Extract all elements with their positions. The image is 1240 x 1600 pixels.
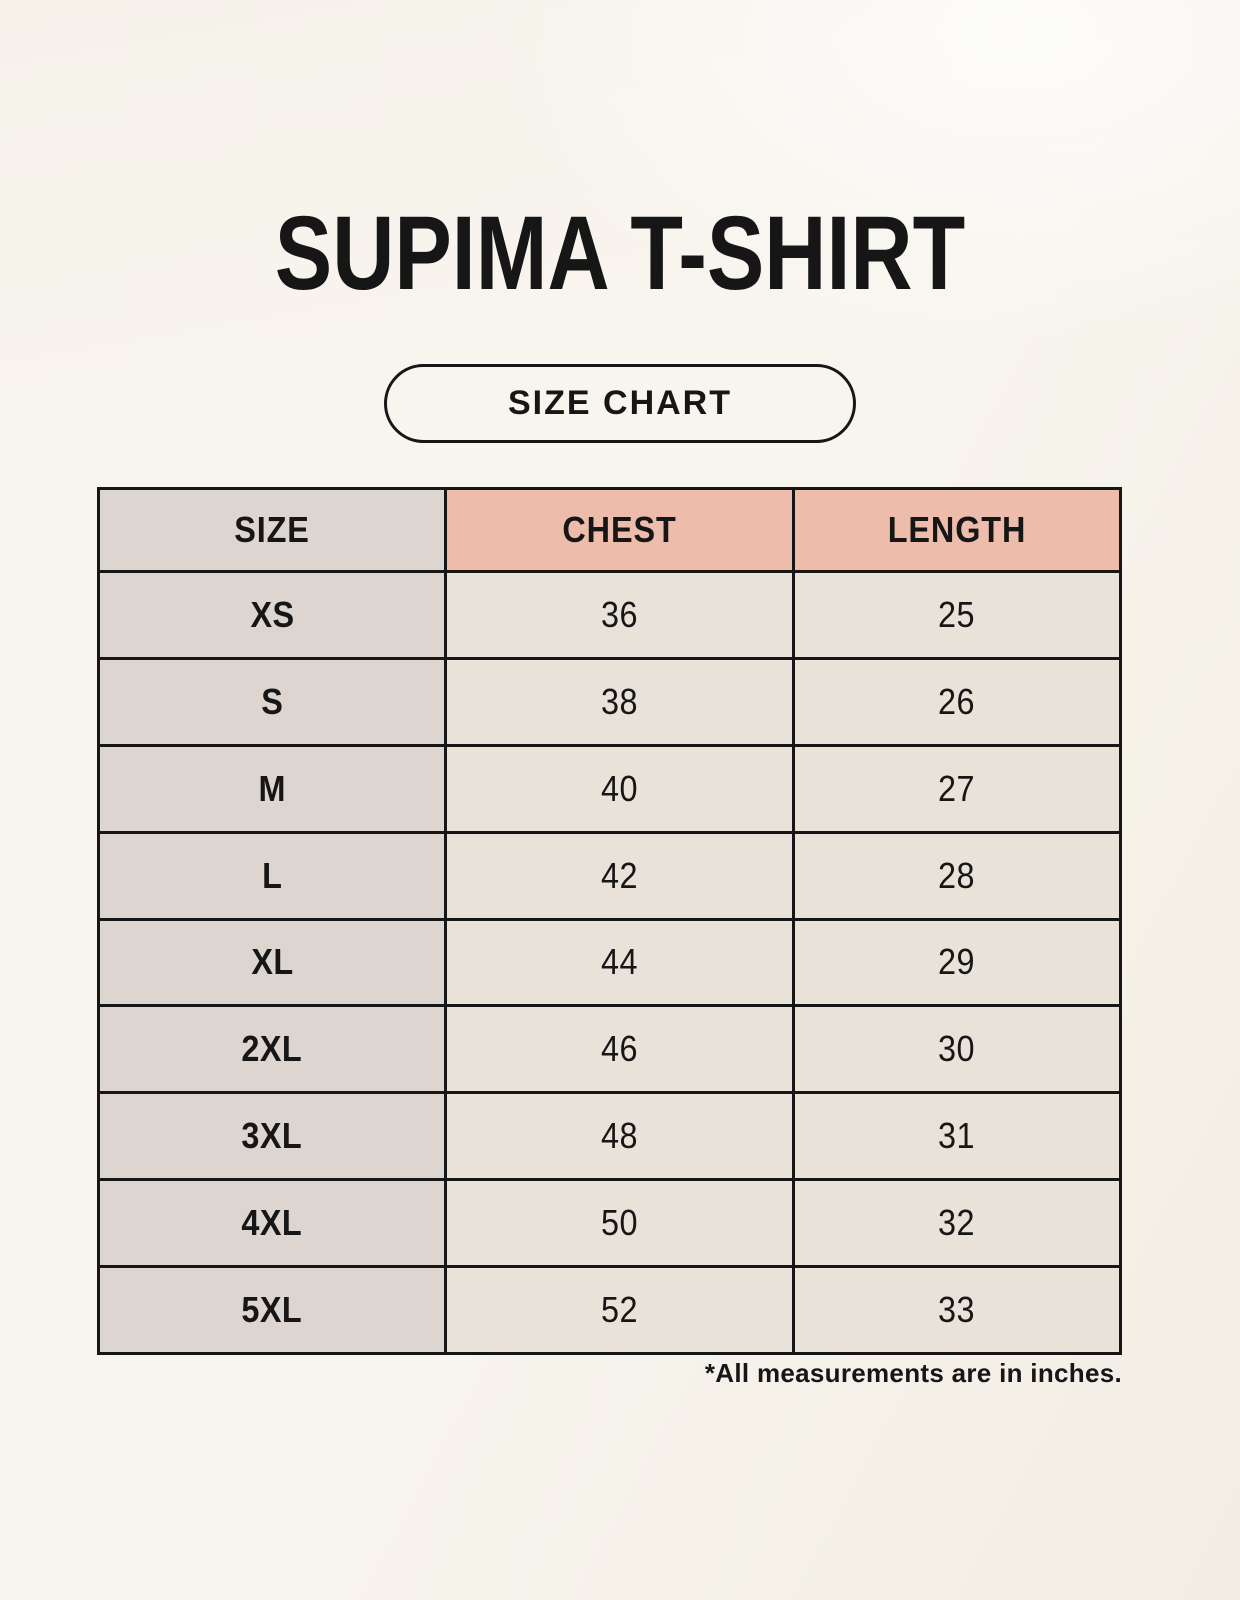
size-label-cell (99, 832, 446, 919)
table-row (99, 919, 1121, 1006)
table-row (99, 1180, 1121, 1267)
cell-text: 40 (601, 767, 639, 809)
length-value-cell (793, 1006, 1120, 1093)
cell-text: 25 (938, 593, 976, 635)
cell-text: 27 (938, 767, 976, 809)
cell-text: S (261, 680, 284, 722)
chest-value-cell (446, 658, 793, 745)
length-value-cell (793, 658, 1120, 745)
cell-text: 2XL (241, 1028, 303, 1070)
cell-text: XL (251, 941, 294, 983)
cell-text: 48 (601, 1115, 639, 1157)
table-row (99, 745, 1121, 832)
cell-text: 38 (601, 680, 639, 722)
cell-text: 52 (601, 1289, 639, 1330)
table-header-row (99, 489, 1121, 572)
size-chart-table (97, 487, 1122, 1355)
chest-value-cell (446, 919, 793, 1006)
measurements-footnote: *All measurements are in inches. (704, 1358, 1122, 1388)
page-title-text: SUPIMA T-SHIRT (274, 195, 966, 312)
chest-value-cell (446, 745, 793, 832)
chest-value-cell (446, 1093, 793, 1180)
size-table-body (99, 572, 1121, 1354)
length-value-cell (793, 572, 1120, 659)
length-value-cell (793, 832, 1120, 919)
table-row (99, 658, 1121, 745)
size-label-cell (99, 1093, 446, 1180)
chest-value-cell (446, 1180, 793, 1267)
size-chart-badge-label: SIZE CHART (508, 384, 732, 422)
cell-text: 4XL (241, 1202, 303, 1244)
cell-text: 33 (938, 1289, 976, 1330)
header-chest-label: CHEST (562, 509, 677, 550)
size-label-cell (99, 658, 446, 745)
chest-value-cell (446, 832, 793, 919)
chest-value-cell (446, 1006, 793, 1093)
length-value-cell (793, 745, 1120, 832)
cell-text: 32 (938, 1202, 976, 1244)
cell-text: 29 (938, 941, 976, 983)
cell-text: 50 (601, 1202, 639, 1244)
size-label-cell (99, 1006, 446, 1093)
size-label-cell (99, 919, 446, 1006)
cell-text: 30 (938, 1028, 976, 1070)
cell-text: 5XL (241, 1289, 303, 1330)
length-value-cell (793, 1267, 1120, 1354)
size-label-cell (99, 1180, 446, 1267)
cell-text: 36 (601, 593, 639, 635)
table-row (99, 1006, 1121, 1093)
header-size-label: SIZE (234, 509, 311, 550)
cell-text: 31 (938, 1115, 976, 1157)
size-label-cell (99, 572, 446, 659)
cell-text: 26 (938, 680, 976, 722)
table-row (99, 1267, 1121, 1354)
size-label-cell (99, 745, 446, 832)
cell-text: 28 (938, 854, 976, 896)
table-row (99, 832, 1121, 919)
chest-value-cell (446, 1267, 793, 1354)
header-cell-length (793, 489, 1120, 572)
cell-text: XS (250, 593, 295, 635)
size-label-cell (99, 1267, 446, 1354)
cell-text: L (262, 854, 283, 896)
chest-value-cell (446, 572, 793, 659)
cell-text: 42 (601, 854, 639, 896)
header-cell-chest (446, 489, 793, 572)
table-row (99, 572, 1121, 659)
cell-text: 3XL (241, 1115, 303, 1157)
length-value-cell (793, 1180, 1120, 1267)
page-title (0, 195, 1240, 312)
cell-text: 44 (601, 941, 639, 983)
length-value-cell (793, 1093, 1120, 1180)
cell-text: 46 (601, 1028, 639, 1070)
header-cell-size (99, 489, 446, 572)
header-length-label: LENGTH (887, 509, 1027, 550)
size-chart-badge[interactable] (384, 364, 856, 443)
table-row (99, 1093, 1121, 1180)
length-value-cell (793, 919, 1120, 1006)
cell-text: M (258, 767, 286, 809)
